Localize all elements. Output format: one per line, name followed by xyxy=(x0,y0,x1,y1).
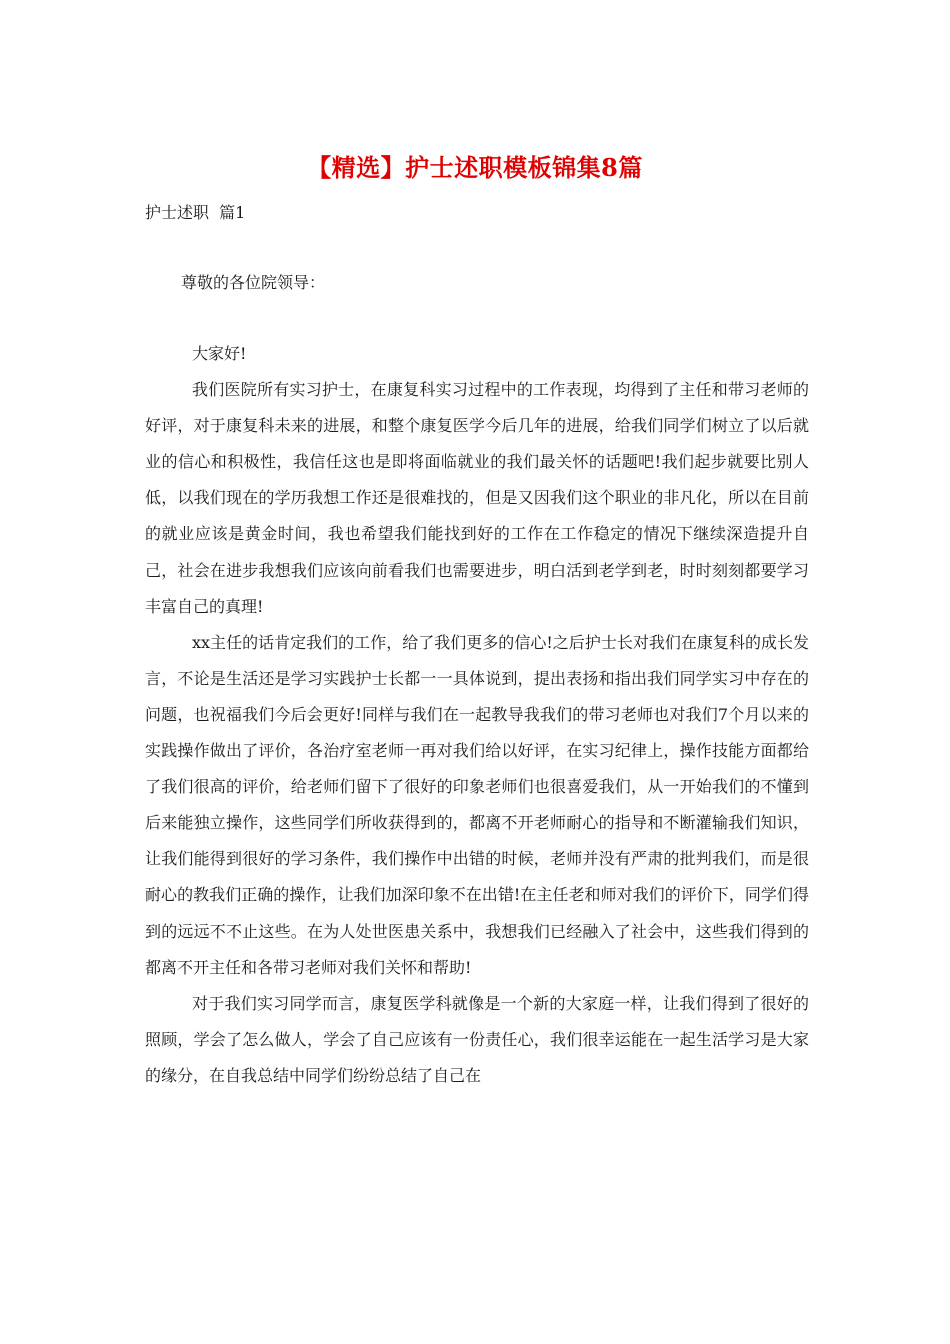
paragraph: 对于我们实习同学而言，康复医学科就像是一个新的大家庭一样，让我们得到了很好的照顾，学会了怎么做人，学会了自己应该有一份责任心，我们很幸运能在一起生活学习是大家的缘分，在自我总结中同学们纷纷总结了自己在 xyxy=(145,993,809,1085)
paragraph-greeting: 大家好! xyxy=(192,344,247,363)
salutation: 尊敬的各位院领导： xyxy=(181,273,326,292)
section-heading: 护士述职 篇1 xyxy=(145,203,246,222)
paragraph: 我们医院所有实习护士，在康复科实习过程中的工作表现，均得到了主任和带习老师的好评，对于康复科未来的进展，和整个康复医学今后几年的进展，给我们同学们树立了以后就业的信心和积极性，我信任这也是即将面临就业的我们最关怀的话题吧!我们起步就要比别人低，以我们现在的学历我想工作还是很难找的，但是又因我们这个职业的非凡化，所以在目前的就业应该是黄金时间，我也希望我们能找到好的工作在工作稳定的情况下继续深造提升自己，社会在进步我想我们应该向前看我们也需要进步，明白活到老学到老，时时刻刻都要学习丰富自己的真理! xyxy=(145,380,809,616)
body-text xyxy=(145,336,809,1094)
paragraph: xx主任的话肯定我们的工作，给了我们更多的信心!之后护士长对我们在康复科的成长发言，不论是生活还是学习实践护士长都一一具体说到，提出表扬和指出我们同学实习中存在的问题，也祝福我们今后会更好!同样与我们在一起教导我我们的带习老师也对我们7个月以来的实践操作做出了评价，各治疗室老师一再对我们给以好评，在实习纪律上，操作技能方面都给了我们很高的评价，给老师们留下了很好的印象老师们也很喜爱我们，从一开始我们的不懂到后来能独立操作，这些同学们所收获得到的，都离不开老师耐心的指导和不断灌输我们知识，让我们能得到很好的学习条件，我们操作中出错的时候，老师并没有严肃的批判我们，而是很耐心的教我们正确的操作，让我们加深印象不在出错!在主任老和师对我们的评价下，同学们得到的远远不不止这些。在为人处世医患关系中，我想我们已经融入了社会中，这些我们得到的都离不开主任和各带习老师对我们关怀和帮助! xyxy=(145,632,809,977)
document-title: 【精选】护士述职模板锦集8篇 xyxy=(307,153,643,182)
